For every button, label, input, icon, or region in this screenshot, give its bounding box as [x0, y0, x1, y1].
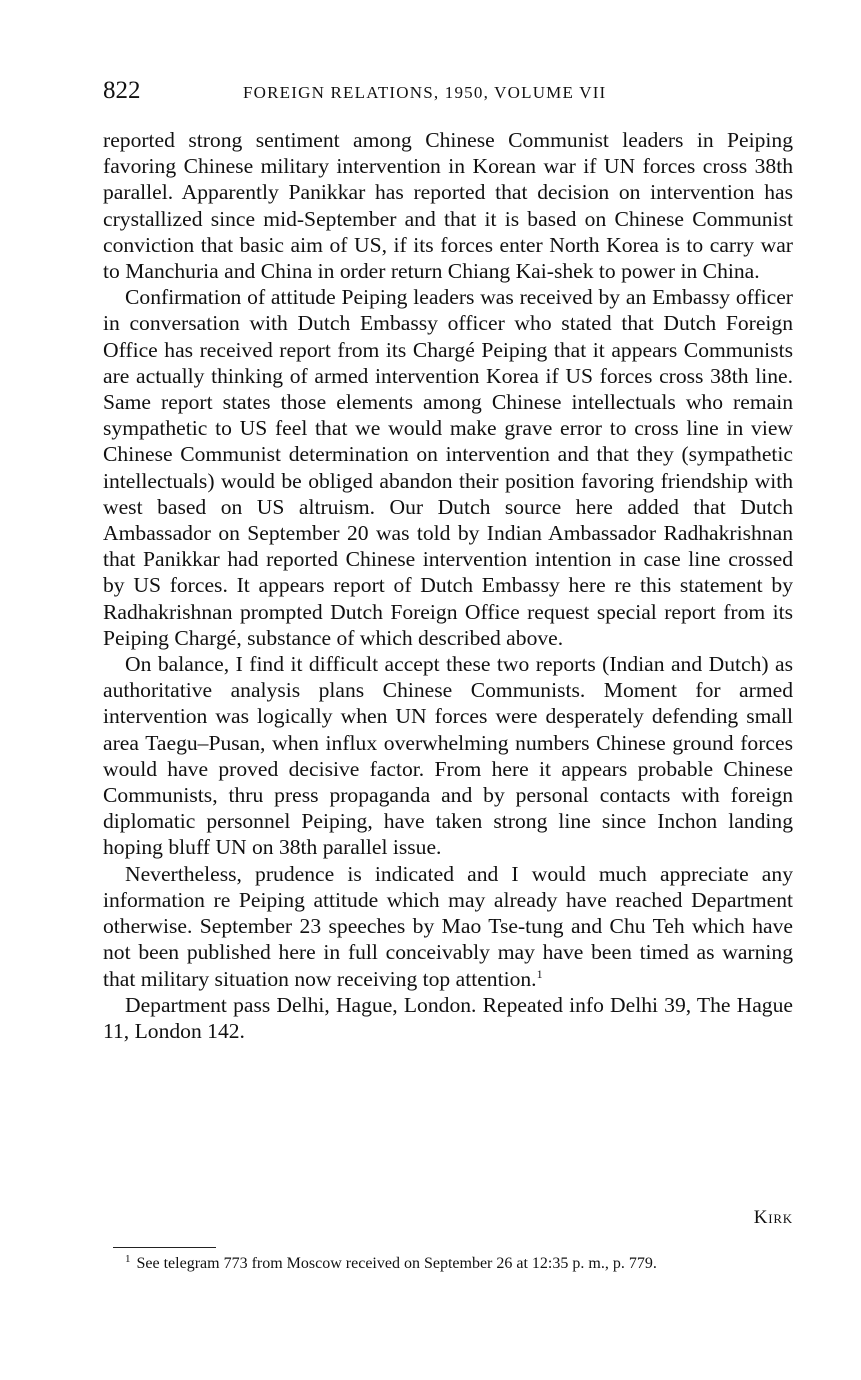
paragraph-5: Department pass Delhi, Hague, London. Repeated info Delhi 39, The Hague 11, London 142. — [103, 992, 793, 1043]
footnote — [125, 1253, 795, 1274]
paragraph-2: Confirmation of attitude Peiping leaders was received by an Embassy officer in conversation with Dutch Embassy officer who stated that Dutch Foreign Office has received report from its Chargé Peiping that it appears Communists are actually thinking of armed intervention Korea if US forces cross 38th line. Same report states those elements among Chinese intellectuals who remain sympathetic to US feel that we would make grave error to cross line in view Chinese Communist determination on intervention and that they (sympathetic intellectuals) would be obliged abandon their position favoring friendship with west based on US altruism. Our Dutch source here added that Dutch Ambassador on September 20 was told by Indian Ambassador Radhakrishnan that Panikkar had reported Chinese intervention intention in case line crossed by US forces. It appears report of Dutch Embassy here re this statement by Radhakrishnan prompted Dutch Foreign Office request special report from its Peiping Chargé, substance of which described above. — [103, 285, 793, 650]
footnote-divider — [113, 1247, 216, 1248]
signature: Kirk — [753, 1207, 793, 1228]
footnote-reference: 1 — [536, 966, 543, 981]
paragraph-4-text: Nevertheless, prudence is indicated and I would much appreciate any information re Peiping attitude which may already have reached Department otherwise. September 23 speeches by Mao Tse-tung and Chu Teh which have not been published here in full conceivably may have been timed as warning that military situation now receiving top attention. — [103, 861, 793, 991]
paragraph-3: On balance, I find it difficult accept these two reports (Indian and Dutch) as authoritative analysis plans Chinese Communists. Moment for armed intervention was logically when UN forces were desperately defending small area Taegu–Pusan, when influx overwhelming numbers Chinese ground forces would have proved decisive factor. From here it appears probable Chinese Communists, thru press propaganda and by personal contacts with foreign diplomatic personnel Peiping, have taken strong line since Inchon landing hoping bluff UN on 38th parallel issue. — [103, 652, 793, 860]
running-head — [103, 76, 793, 108]
letter-body — [103, 127, 793, 1044]
paragraph-4 — [103, 861, 793, 992]
footnote-text: See telegram 773 from Moscow received on September 26 at 12:35 p. m., p. 779. — [136, 1255, 657, 1272]
footnote-mark: 1 — [125, 1252, 131, 1265]
paragraph-1: reported strong sentiment among Chinese Communist leaders in Peiping favoring Chinese military intervention in Korean war if UN forces cross 38th parallel. Apparently Panikkar has reported that decision on intervention has crystallized since mid-September and that it is based on Chinese Communist conviction that basic aim of US, if its forces enter North Korea is to carry war to Manchuria and China in order return Chiang Kai-shek to power in China. — [103, 128, 793, 284]
page-header-title: FOREIGN RELATIONS, 1950, VOLUME VII — [243, 83, 607, 102]
page-number: 822 — [103, 77, 141, 104]
